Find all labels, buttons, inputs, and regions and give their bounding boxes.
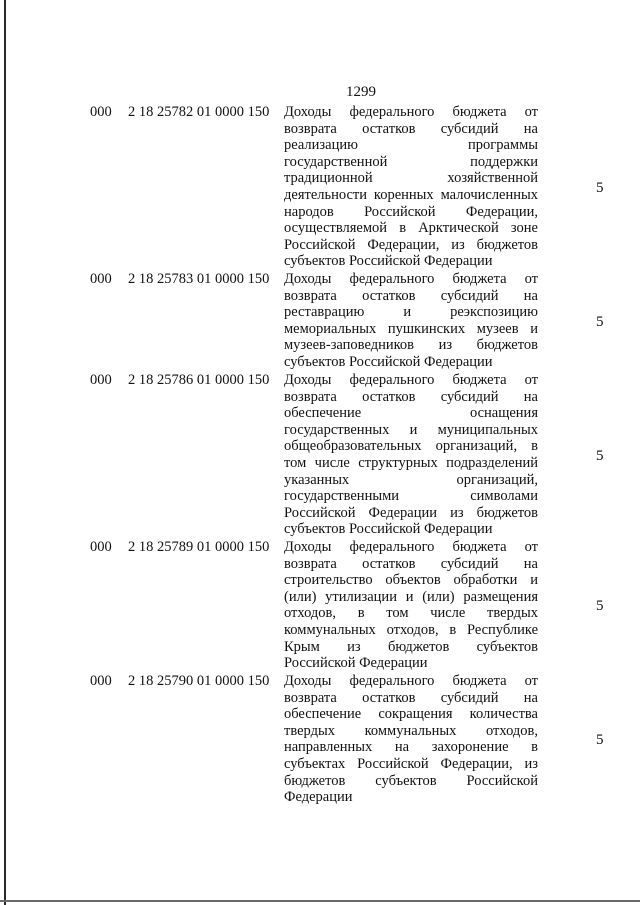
budget-classification-code: 2 18 25782 01 0000 150: [128, 104, 270, 120]
scan-border-left: [4, 0, 6, 905]
revenue-description: Доходы федерального бюджета от возврата остатков субсидий на строительство объектов обработки и (или) утилизации и (или) размещения отходов, в том числе твердых коммунальных отходов, в Республике Крым из бюджетов субъектов Российской Федерации: [284, 539, 538, 672]
allocation-norm: 5: [596, 180, 604, 196]
scan-border-bottom: [0, 900, 640, 902]
budget-classification-code: 2 18 25783 01 0000 150: [128, 271, 270, 287]
revenue-description: Доходы федерального бюджета от возврата остатков субсидий на реализацию программы государственной поддержки традиционной хозяйственной деятельности коренных малочисленных народов Российской Федерации, осуществляемой в Арктической зоне Российской Федерации, из бюджетов субъектов Российской Федерации: [284, 104, 538, 270]
allocation-norm: 5: [596, 314, 604, 330]
budget-classification-code: 2 18 25786 01 0000 150: [128, 372, 270, 388]
budget-classification-code: 2 18 25789 01 0000 150: [128, 539, 270, 555]
revenue-description: Доходы федерального бюджета от возврата остатков субсидий на обеспечение оснащения государственных и муниципальных общеобразовательных организаций, в том числе структурных подразделений указанных организаций, государственными символами Российской Федерации из бюджетов субъектов Российской Федерации: [284, 372, 538, 538]
budget-classification-code: 2 18 25790 01 0000 150: [128, 673, 270, 689]
revenue-description: Доходы федерального бюджета от возврата остатков субсидий на реставрацию и реэкспозицию мемориальных пушкинских музеев и музеев-заповедников из бюджетов субъектов Российской Федерации: [284, 271, 538, 370]
admin-code: 000: [90, 673, 112, 689]
page-number: 1299: [346, 84, 376, 100]
allocation-norm: 5: [596, 448, 604, 464]
revenue-description: Доходы федерального бюджета от возврата остатков субсидий на обеспечение сокращения количества твердых коммунальных отходов, направленных на захоронение в субъектах Российской Федерации, из бюджетов субъектов Российской Федерации: [284, 673, 538, 806]
admin-code: 000: [90, 539, 112, 555]
admin-code: 000: [90, 372, 112, 388]
admin-code: 000: [90, 104, 112, 120]
admin-code: 000: [90, 271, 112, 287]
allocation-norm: 5: [596, 732, 604, 748]
allocation-norm: 5: [596, 598, 604, 614]
